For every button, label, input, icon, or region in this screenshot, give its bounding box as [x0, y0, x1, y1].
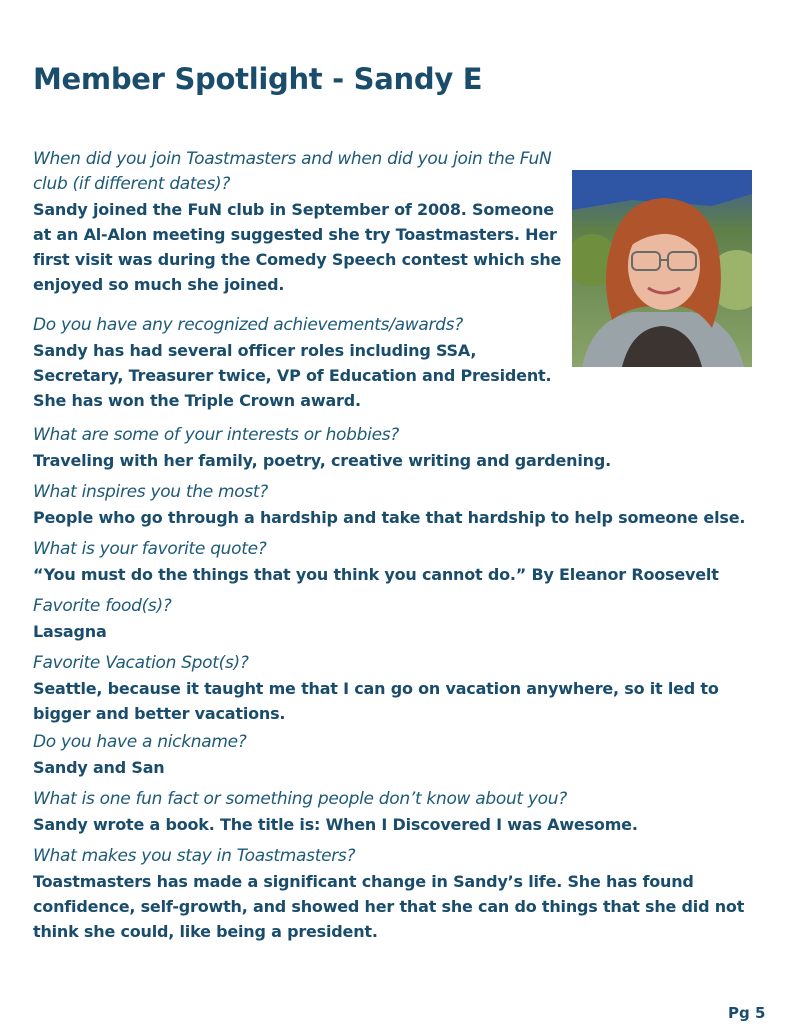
qa-item-quote — [33, 537, 778, 587]
qa-item-stay — [33, 844, 778, 944]
question-text: What makes you stay in Toastmasters? — [33, 846, 356, 866]
question-text: When did you join Toastmasters and when did you join the FuN club (if different dates)? — [33, 149, 552, 194]
qa-item-nickname — [33, 730, 778, 780]
question-text: What is one fun fact or something people don’t know about you? — [33, 789, 567, 809]
answer-text: Sandy joined the FuN club in September of 2008. Someone at an Al-Alon meeting suggested she try Toastmasters. Her first visit was during the Comedy Speech contest which she enjoyed so much she joined. — [33, 200, 562, 294]
answer-text: Lasagna — [33, 622, 107, 641]
qa-item-hobbies — [33, 423, 778, 473]
answer-text: Sandy has had several officer roles including SSA, Secretary, Treasurer twice, VP of Education and President. She has won the Triple Crown award. — [33, 341, 552, 410]
qa-item-vacation — [33, 651, 778, 726]
question-text: Do you have any recognized achievements/awards? — [33, 315, 463, 335]
page-number: Pg 5 — [728, 1004, 766, 1022]
member-photo — [572, 170, 752, 367]
qa-item-fun-fact — [33, 787, 778, 837]
qa-item-food — [33, 594, 778, 644]
question-text: What are some of your interests or hobbies? — [33, 425, 400, 445]
answer-text: People who go through a hardship and take that hardship to help someone else. — [33, 508, 746, 527]
answer-text: Traveling with her family, poetry, creative writing and gardening. — [33, 451, 611, 470]
question-text: What inspires you the most? — [33, 482, 268, 502]
question-text: Do you have a nickname? — [33, 732, 247, 752]
question-text: What is your favorite quote? — [33, 539, 267, 559]
answer-text: Toastmasters has made a significant change in Sandy’s life. She has found confidence, self-growth, and showed her that she can do things that she did not think she could, like being a president. — [33, 872, 745, 941]
qa-item-awards — [33, 313, 563, 413]
answer-text: Sandy wrote a book. The title is: When I Discovered I was Awesome. — [33, 815, 638, 834]
question-text: Favorite food(s)? — [33, 596, 172, 616]
question-text: Favorite Vacation Spot(s)? — [33, 653, 249, 673]
page-title: Member Spotlight - Sandy E — [33, 62, 483, 96]
answer-text: “You must do the things that you think you cannot do.” By Eleanor Roosevelt — [33, 565, 719, 584]
answer-text: Seattle, because it taught me that I can go on vacation anywhere, so it led to bigger and better vacations. — [33, 679, 719, 723]
qa-item-join — [33, 147, 563, 297]
qa-item-inspires — [33, 480, 778, 530]
answer-text: Sandy and San — [33, 758, 165, 777]
